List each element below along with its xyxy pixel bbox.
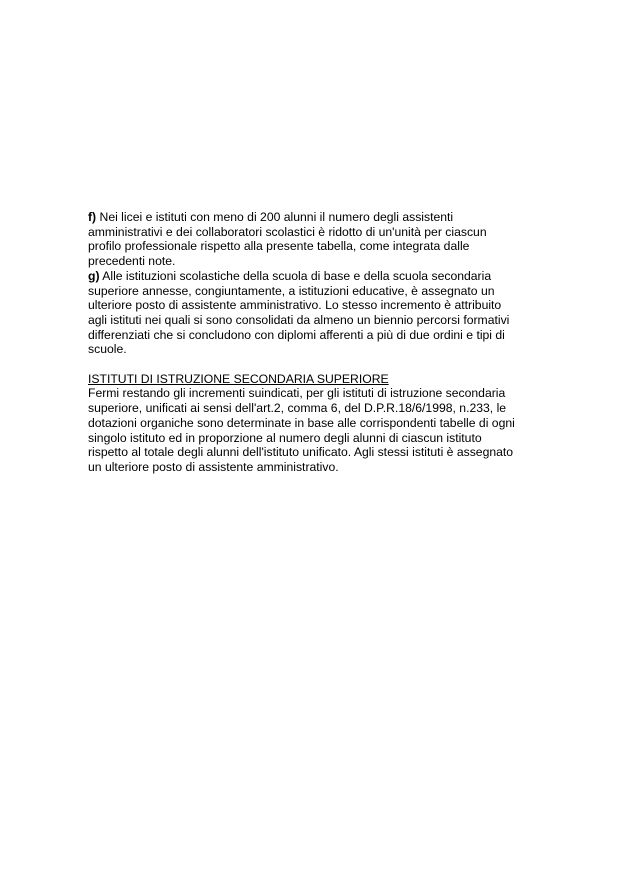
section-line-4: singolo istituto ed in proporzione al numero degli alunni di ciascun istituto xyxy=(88,430,482,445)
note-g-marker: g) xyxy=(88,268,100,283)
section-line-6: un ulteriore posto di assistente amministrativo. xyxy=(88,459,339,474)
note-g-line-1 xyxy=(88,269,558,284)
note-g xyxy=(88,269,558,357)
note-g-line-2: superiore annesse, congiuntamente, a istituzioni educative, è assegnato un xyxy=(88,283,495,298)
section-line-5: rispetto al totale degli alunni dell'istituto unificato. Agli stessi istituti è assegnato xyxy=(88,445,514,460)
note-f-line-1 xyxy=(88,210,558,225)
note-f-marker: f) xyxy=(88,210,97,224)
note-g-text-1: Alle istituzioni scolastiche della scuola di base e della scuola secondaria xyxy=(99,268,492,283)
note-g-line-4: agli istituti nei quali si sono consolidati da almeno un biennio percorsi formativi xyxy=(88,312,510,327)
note-f-line-2: amministrativi e dei collaboratori scolastici è ridotto di un'unità per ciascun xyxy=(88,224,487,239)
paragraph-spacer xyxy=(88,357,558,372)
note-g-line-5: differenziati che si concludono con diplomi afferenti a più di due ordini e tipi di xyxy=(88,327,505,342)
section-secondary-schools xyxy=(88,372,558,475)
document-page xyxy=(88,210,558,475)
note-g-line-6: scuole. xyxy=(88,342,127,357)
section-line-1: Fermi restando gli incrementi suindicati, per gli istituti di istruzione secondaria xyxy=(88,386,506,401)
note-g-line-3: ulteriore posto di assistente amministrativo. Lo stesso incremento è attribuito xyxy=(88,298,502,313)
note-f-line-4: precedenti note. xyxy=(88,254,176,269)
section-line-2: superiore, unificati ai sensi dell'art.2, comma 6, del D.P.R.18/6/1998, n.233, le xyxy=(88,401,507,416)
section-line-3: dotazioni organiche sono determinate in base alle corrispondenti tabelle di ogni xyxy=(88,415,515,430)
note-f xyxy=(88,210,558,269)
section-heading: ISTITUTI DI ISTRUZIONE SECONDARIA SUPERIORE xyxy=(88,371,389,386)
note-f-text-1: Nei licei e istituti con meno di 200 alunni il numero degli assistenti xyxy=(96,210,454,224)
note-f-line-3: profilo professionale rispetto alla presente tabella, come integrata dalle xyxy=(88,239,470,254)
